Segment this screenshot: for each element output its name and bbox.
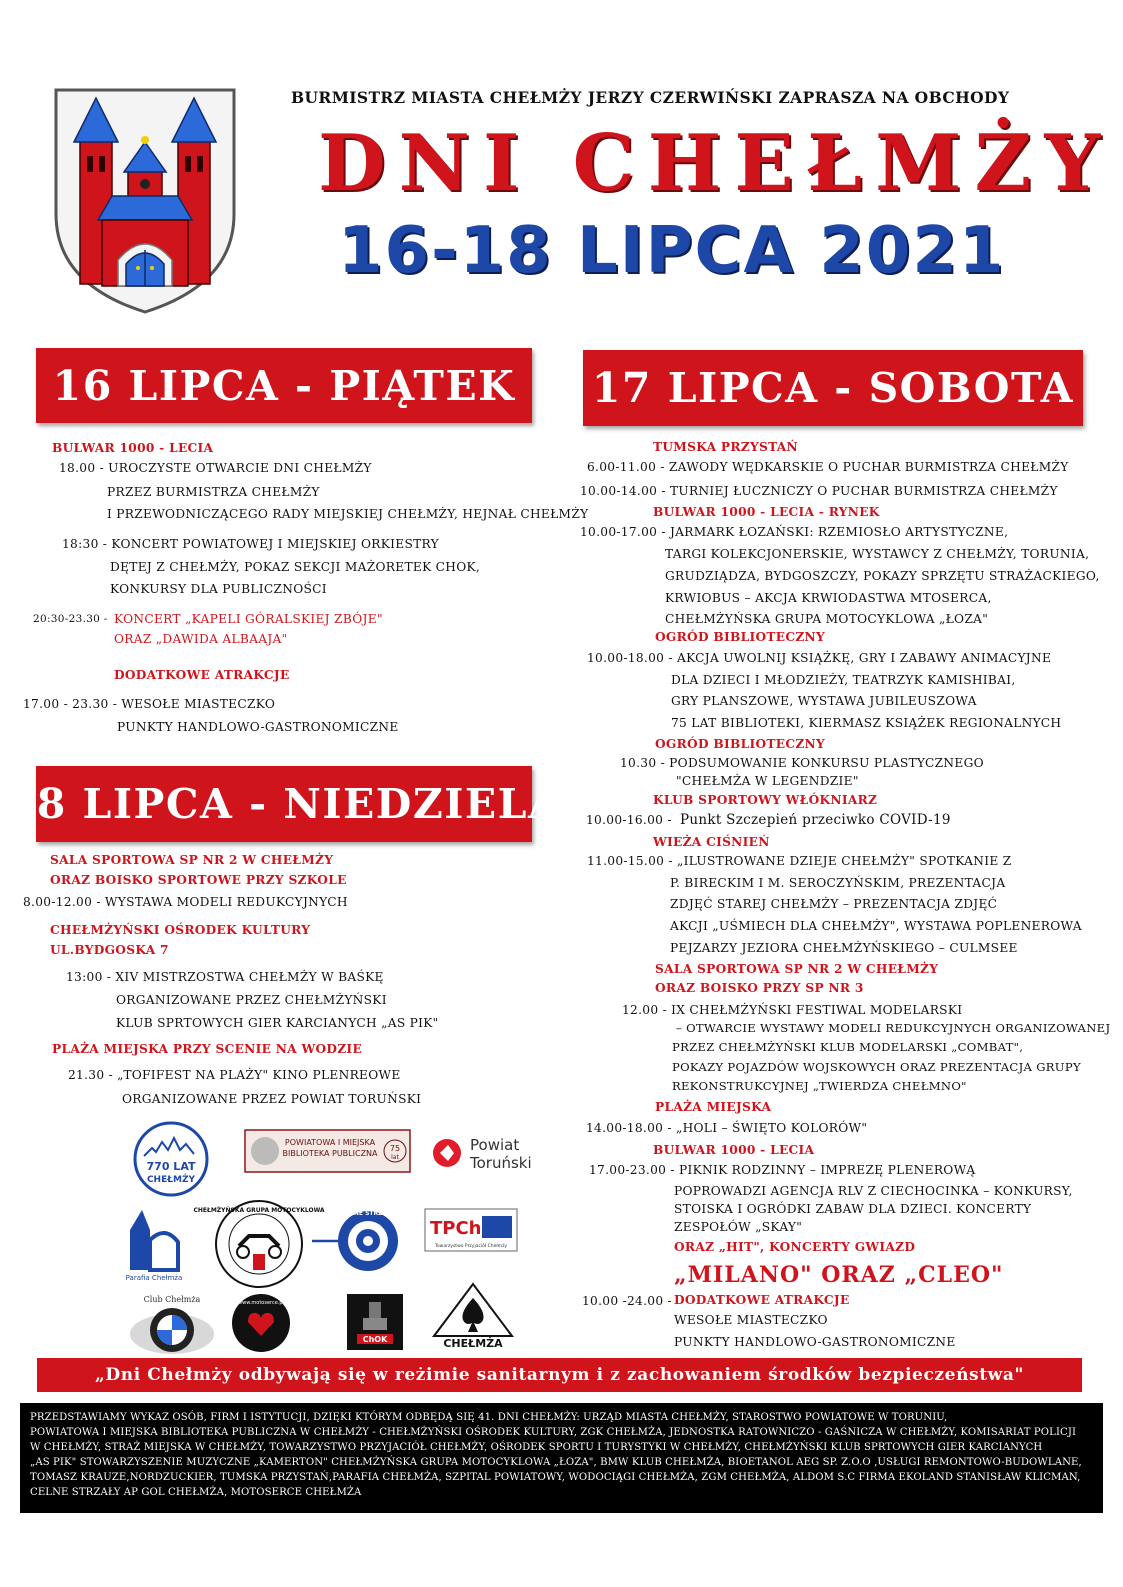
770-lat-logo (132, 1120, 210, 1198)
program-location: WIEŻA CIŚNIEŃ (653, 835, 770, 849)
program-location: SALA SPORTOWA SP NR 2 W CHEŁMŻY (50, 853, 334, 867)
footer-line: POWIATOWA I MIEJSKA BIBLIOTEKA PUBLICZNA W CHEŁMŻY - CHEŁMŻYŃSKI OŚRODEK KULTURY, ZGK CHEŁMŻA, JEDNOSTKA RATOWNICZO - GAŚNICZA W CHEŁMŻY, KOMISARIAT POLICJI (30, 1427, 1077, 1438)
celne-text: CELNE STRZAŁY (341, 1210, 395, 1217)
program-line: 17.00-23.00 - PIKNIK RODZINNY – IMPREZĘ PLENEROWĄ (589, 1163, 976, 1177)
program-line: WESOŁE MIASTECZKO (674, 1313, 828, 1327)
program-line: PUNKTY HANDLOWO-GASTRONOMICZNE (674, 1335, 956, 1349)
770-lat-city: CHEŁMŻY (146, 1175, 196, 1185)
program-line: 14.00-18.00 - „HOLI – ŚWIĘTO KOLORÓW" (586, 1121, 868, 1135)
program-line: TARGI KOLEKCJONERSKIE, WYSTAWCY Z CHEŁMŻY, TORUNIA, (665, 547, 1090, 561)
program-line: GRUDZIĄDZA, BYDGOSZCZY, POKAZY SPRZĘTU STRAŻACKIEGO, (665, 569, 1100, 583)
program-line: REKONSTRUKCYJNEJ „TWIERDZA CHEŁMNO" (672, 1079, 967, 1093)
powiat-name: Toruński (470, 1154, 532, 1172)
program-line: ORAZ „DAWIDA ALBAAJA" (114, 632, 288, 646)
program-location: ORAZ BOISKO SPORTOWE PRZY SZKOLE (50, 873, 347, 887)
program-location: ORAZ „HIT", KONCERTY GWIAZD (674, 1240, 916, 1254)
program-line: 10.30 - PODSUMOWANIE KONKURSU PLASTYCZNEGO (620, 756, 984, 770)
program-line: 13:00 - XIV MISTRZOSTWA CHEŁMŻY W BAŚKĘ (66, 970, 384, 984)
program-location: DODATKOWE ATRAKCJE (114, 668, 290, 682)
library-name-2: BIBLIOTEKA PUBLICZNA (282, 1149, 378, 1158)
program-line: 10.00-14.00 - TURNIEJ ŁUCZNICZY O PUCHAR BURMISTRZA CHEŁMŻY (580, 484, 1058, 498)
program-location: BULWAR 1000 - LECIA (653, 1143, 815, 1157)
loza-moto-text: CHEŁMŻYŃSKA GRUPA MOTOCYKLOWA (193, 1207, 325, 1214)
day17-header: 17 LIPCA - SOBOTA (583, 350, 1083, 426)
program-line: 17.00 - 23.30 - WESOŁE MIASTECZKO (23, 697, 276, 711)
program-line: 12.00 - IX CHEŁMŻYŃSKI FESTIWAL MODELARSKI (622, 1003, 963, 1017)
program-line: DLA DZIECI I MŁODZIEŻY, TEATRZYK KAMISHIBAI, (671, 673, 1016, 687)
motoserce-logo (230, 1292, 292, 1354)
program-location: SALA SPORTOWA SP NR 2 W CHEŁMŻY (655, 962, 939, 976)
program-line: KONCERT „KAPELI GÓRALSKIEJ ZBÓJE" (114, 612, 383, 626)
program-line: POPROWADZI AGENCJA RLV Z CIECHOCINKA – KONKURSY, (674, 1184, 1073, 1198)
program-time: 20:30-23.30 - (33, 613, 108, 625)
program-location: BULWAR 1000 - LECIA - RYNEK (653, 505, 880, 519)
footer-line: „AS PIK" STOWARZYSZENIE MUZYCZNE „KAMERTON" CHEŁMŻYŃSKA GRUPA MOTOCYKLOWA „ŁOZA", BMW KLUB CHEŁMŻA, BIOETANOL AEG SP. Z.O.O ,USŁUGI REMONTOWO-BUDOWLANE, (30, 1457, 1082, 1468)
program-line: ORGANIZOWANE PRZEZ POWIAT TORUŃSKI (122, 1092, 422, 1106)
program-line: I PRZEWODNICZĄCEGO RADY MIEJSKIEJ CHEŁMŻY, HEJNAŁ CHEŁMŻY (107, 507, 589, 521)
program-location: OGRÓD BIBLIOTECZNY (655, 737, 825, 751)
coat-of-arms (50, 84, 240, 316)
invite-text: BURMISTRZ MIASTA CHEŁMŻY JERZY CZERWIŃSKI ZAPRASZA NA OBCHODY (291, 88, 1010, 107)
motoserce-text: www.motoserce.pl (238, 1300, 284, 1306)
program-location: TUMSKA PRZYSTAŃ (653, 440, 798, 454)
program-line: CHEŁMŻYŃSKA GRUPA MOTOCYKLOWA „ŁOZA" (665, 612, 989, 626)
program-line: – OTWARCIE WYSTAWY MODELI REDUKCYJNYCH ORGANIZOWANEJ (676, 1021, 1111, 1035)
program-line: KONKURSY DLA PUBLICZNOŚCI (110, 582, 327, 596)
library-name-1: POWIATOWA I MIEJSKA (284, 1138, 376, 1147)
bmw-club-text: Club Chełmża (143, 1295, 201, 1304)
powiat-logo (430, 1133, 542, 1173)
program-location: PLAŻA MIEJSKA PRZY SCENIE NA WODZIE (52, 1042, 363, 1056)
program-line: PEJZARZY JEZIORA CHEŁMŻYŃSKIEGO – CULMSEE (670, 941, 1018, 955)
program-line: PRZEZ BURMISTRZA CHEŁMŻY (107, 485, 320, 499)
library-lat: lat (391, 1154, 399, 1161)
program-line: ORGANIZOWANE PRZEZ CHEŁMŻYŃSKI (116, 993, 387, 1007)
program-time: 10.00-16.00 - (586, 813, 672, 827)
chok-text: ChOK (362, 1335, 388, 1344)
day16-header: 16 LIPCA - PIĄTEK (36, 348, 532, 423)
program-line: 18:30 - KONCERT POWIATOWEJ I MIEJSKIEJ ORKIESTRY (62, 537, 439, 551)
program-location: KLUB SPORTOWY WŁÓKNIARZ (653, 793, 878, 807)
program-location: CHEŁMŻYŃSKI OŚRODEK KULTURY (50, 923, 311, 937)
program-highlight: „MILANO" ORAZ „CLEO" (674, 1262, 1004, 1288)
parafia-text: Parafia Chełmża (125, 1274, 183, 1282)
program-line: P. BIRECKIM I M. SEROCZYŃSKIM, PREZENTACJA (670, 876, 1006, 890)
program-line: 18.00 - UROCZYSTE OTWARCIE DNI CHEŁMŻY (59, 461, 372, 475)
program-line: STOISKA I OGRÓDKI ZABAW DLA DZIECI. KONCERTY (674, 1202, 1032, 1216)
program-line: KLUB SPRTOWYCH GIER KARCIANYCH „AS PIK" (116, 1016, 439, 1030)
program-line: ZDJĘĆ STAREJ CHEŁMŻY – PREZENTACJA ZDJĘĆ (670, 897, 998, 911)
sponsors-footer (20, 1403, 1103, 1513)
as-pik-text: CHEŁMŻA (443, 1337, 503, 1350)
770-lat-text: 770 LAT (146, 1160, 196, 1173)
day18-header: 18 LIPCA - NIEDZIELA (36, 766, 532, 842)
program-line: ZESPOŁÓW „SKAY" (674, 1220, 803, 1234)
program-location: PLAŻA MIEJSKA (655, 1100, 772, 1114)
tpch-subtext: Towarzystwo Przyjaciół Chełmży (434, 1244, 508, 1249)
program-line: 75 LAT BIBLIOTEKI, KIERMASZ KSIĄŻEK REGIONALNYCH (671, 716, 1062, 730)
footer-line: PRZEDSTAWIAMY WYKAZ OSÓB, FIRM I ISTYTUCJI, DZIĘKI KTÓRYM ODBĘDĄ SIĘ 41. DNI CHEŁMŻY: URZĄD MIASTA CHEŁMŻY, STAROSTWO POWIATOWE W TORUNIU, (30, 1412, 948, 1423)
powiat-label: Powiat (470, 1136, 520, 1154)
program-line: KRWIOBUS – AKCJA KRWIODASTWA MTOSERCA, (665, 591, 992, 605)
program-line: 10.00-18.00 - AKCJA UWOLNIJ KSIĄŻKĘ, GRY I ZABAWY ANIMACYJNE (587, 651, 1052, 665)
program-location: BULWAR 1000 - LECIA (52, 441, 214, 455)
program-line: Punkt Szczepień przeciwko COVID-19 (680, 812, 951, 828)
program-line: 11.00-15.00 - „ILUSTROWANE DZIEJE CHEŁMŻY" SPOTKANIE Z (587, 854, 1012, 868)
program-location: OGRÓD BIBLIOTECZNY (655, 630, 825, 644)
sanitary-banner: „Dni Chełmży odbywają się w reżimie sanitarnym i z zachowaniem środków bezpieczeństwa" (37, 1358, 1082, 1392)
program-line: "CHEŁMŻA W LEGENDZIE" (676, 774, 859, 788)
loza-moto-logo (193, 1198, 325, 1290)
library-75: 75 (389, 1144, 401, 1153)
program-time: 10.00 -24.00 - (582, 1294, 672, 1308)
footer-line: TOMASZ KRAUZE,NORDZUCKIER, TUMSKA PRZYSTAŃ,PARAFIA CHEŁMŻA, SZPITAL POWIATOWY, WODOCIĄGI CHEŁMŻA, ZGM CHEŁMŻA, ALDOM S.C FIRMA EKOLAND STANISŁAW KLICMAN, (30, 1472, 1081, 1483)
program-line: AKCJI „UŚMIECH DLA CHEŁMŻY", WYSTAWA POPLENEROWA (670, 919, 1082, 933)
program-location: DODATKOWE ATRAKCJE (674, 1293, 850, 1307)
tpch-text: TPCh (430, 1218, 482, 1239)
event-dates: 16-18 LIPCA 2021 (338, 214, 1006, 288)
program-line: 21.30 - „TOFIFEST NA PLAŻY" KINO PLENREOWE (68, 1068, 401, 1082)
bmw-club-logo (128, 1290, 216, 1356)
program-location: UL.BYDGOSKA 7 (50, 943, 169, 957)
program-location: ORAZ BOISKO PRZY SP NR 3 (655, 981, 864, 995)
program-line: POKAZY POJAZDÓW WOJSKOWYCH ORAZ PREZENTACJA GRUPY (672, 1060, 1081, 1074)
program-line: GRY PLANSZOWE, WYSTAWA JUBILEUSZOWA (671, 694, 977, 708)
event-title: DNI CHEŁMŻY (318, 118, 1114, 209)
program-line: 10.00-17.00 - JARMARK ŁOZAŃSKI: RZEMIOSŁO ARTYSTYCZNE, (580, 525, 1009, 539)
program-line: 6.00-11.00 - ZAWODY WĘDKARSKIE O PUCHAR BURMISTRZA CHEŁMŻY (587, 460, 1069, 474)
parafia-logo (120, 1200, 188, 1282)
celne-strzaly-logo (312, 1203, 398, 1279)
program-line: 8.00-12.00 - WYSTAWA MODELI REDUKCYJNYCH (23, 895, 348, 909)
program-line: DĘTEJ Z CHEŁMŻY, POKAZ SEKCJI MAŻORETEK CHOK, (110, 560, 481, 574)
as-pik-logo (430, 1278, 516, 1350)
library-logo (245, 1130, 410, 1172)
footer-line: CELNE STRZAŁY AP GOL CHEŁMŻA, MOTOSERCE CHEŁMŻA (30, 1487, 362, 1498)
footer-line: W CHEŁMŻY, STRAŻ MIEJSKA W CHEŁMŻY, TOWARZYSTWO PRZYJACIÓŁ CHEŁMŻY, OŚRODEK SPORTU I TURYSTYKI W CHEŁMŻY, CHEŁMŻYŃSKI KLUB SPRTOWYCH GIER KARCIANYCH (30, 1442, 1043, 1453)
tpch-logo (424, 1208, 518, 1252)
program-line: PRZEZ CHEŁMŻYŃSKI KLUB MODELARSKI „COMBAT", (672, 1040, 1024, 1054)
chok-logo (347, 1294, 403, 1350)
program-line: PUNKTY HANDLOWO-GASTRONOMICZNE (117, 720, 399, 734)
